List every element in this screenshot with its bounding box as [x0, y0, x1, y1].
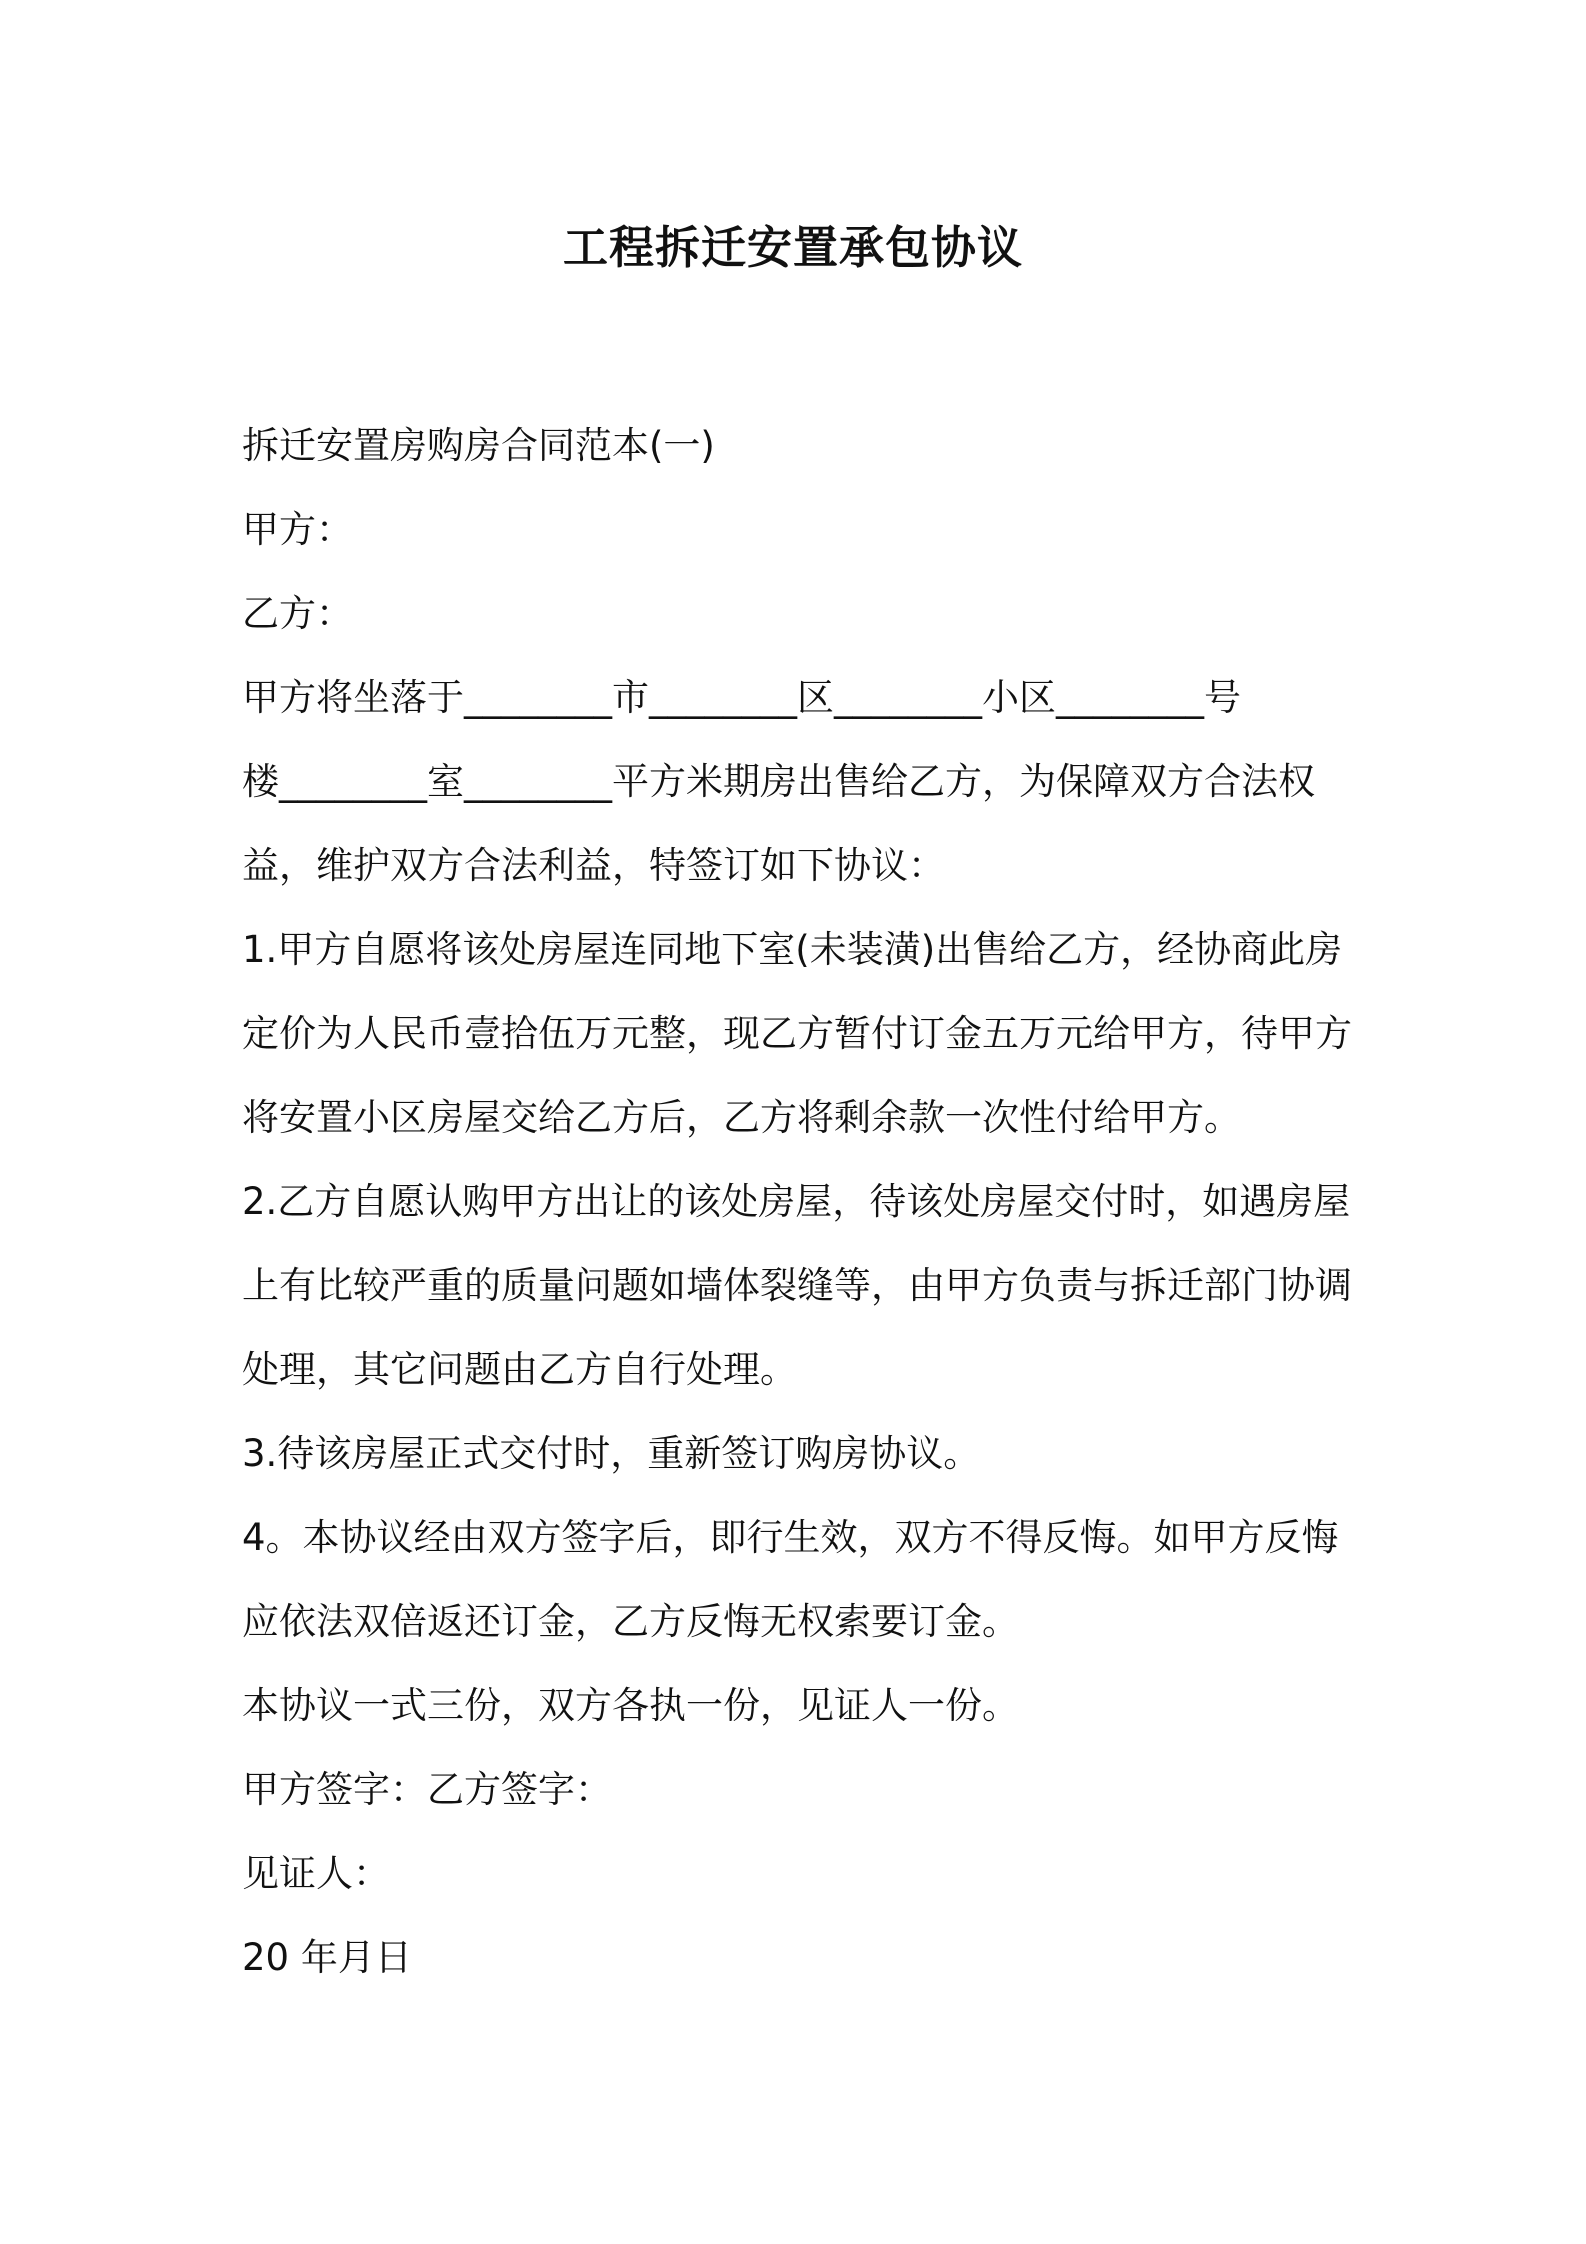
line-agreement-intro: 益，维护双方合法利益，特签订如下协议： [242, 844, 945, 887]
line-clause-2-b: 上有比较严重的质量问题如墙体裂缝等，由甲方负责与拆迁部门协调 [242, 1264, 1352, 1307]
line-contract-subtitle: 拆迁安置房购房合同范本(一) [242, 424, 715, 467]
line-witness: 见证人： [242, 1852, 390, 1895]
document-title: 工程拆迁安置承包协议 [562, 221, 1023, 274]
line-date: 20 年月日 [242, 1936, 412, 1979]
line-location: 甲方将坐落于________市________区________小区________号 [242, 676, 1241, 719]
line-clause-2-c: 处理，其它问题由乙方自行处理。 [242, 1348, 797, 1391]
line-party-a: 甲方： [242, 508, 353, 551]
line-clause-2-a: 2.乙方自愿认购甲方出让的该处房屋，待该处房屋交付时，如遇房屋 [242, 1180, 1351, 1223]
line-room-area: 楼________室________平方米期房出售给乙方，为保障双方合法权 [242, 760, 1315, 803]
line-copies: 本协议一式三份，双方各执一份，见证人一份。 [242, 1684, 1019, 1727]
line-signatures: 甲方签字：乙方签字： [242, 1768, 612, 1811]
line-party-b: 乙方： [242, 592, 353, 635]
line-clause-4-a: 4。本协议经由双方签字后，即行生效，双方不得反悔。如甲方反悔 [242, 1516, 1339, 1559]
document-body [242, 404, 1360, 2000]
line-clause-1-c: 将安置小区房屋交给乙方后，乙方将剩余款一次性付给甲方。 [242, 1096, 1241, 1139]
line-clause-1-a: 1.甲方自愿将该处房屋连同地下室(未装潢)出售给乙方，经协商此房 [242, 928, 1343, 971]
line-clause-1-b: 定价为人民币壹拾伍万元整，现乙方暂付订金五万元给甲方，待甲方 [242, 1012, 1352, 1055]
line-clause-4-b: 应依法双倍返还订金，乙方反悔无权索要订金。 [242, 1600, 1019, 1643]
line-clause-3: 3.待该房屋正式交付时，重新签订购房协议。 [242, 1432, 981, 1475]
